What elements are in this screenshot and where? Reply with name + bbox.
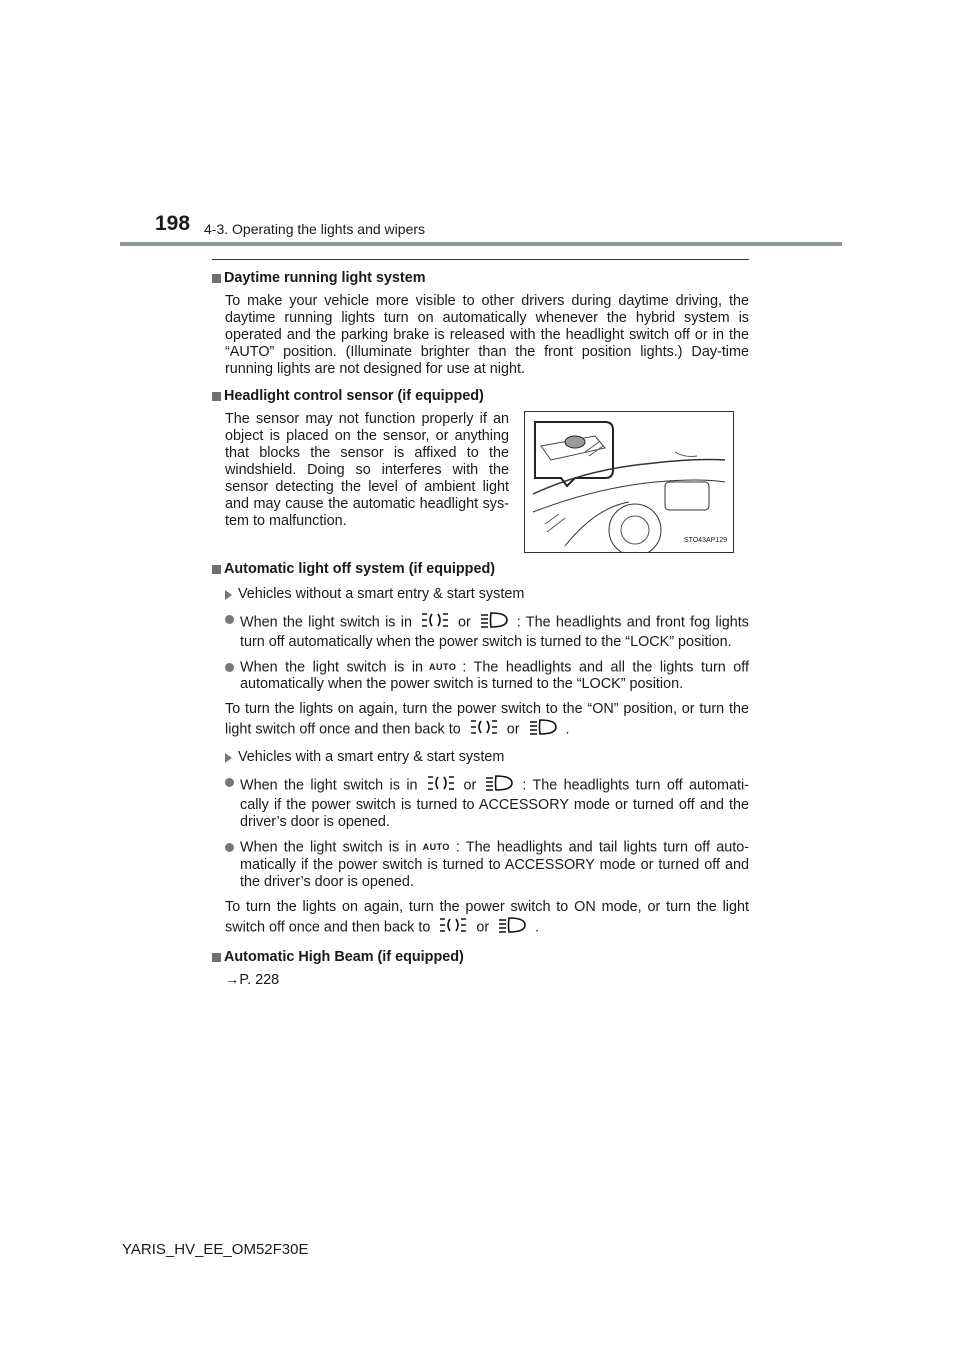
position-light-icon (420, 611, 450, 634)
restore-instructions: To turn the lights on again, turn the power switch to ON mode, or turn the light switch off once and then back to or . (225, 899, 749, 939)
list-item: When the light switch is in or : The headlights turn off automati-cally if the power switch is turned to ACCESSORY mode or turned off and the driver’s door is opened. (212, 774, 749, 831)
square-bullet-icon (212, 392, 221, 401)
auto-off-heading: Automatic light off system (if equipped) (212, 561, 749, 578)
auto-switch-icon: AUTO (429, 662, 457, 672)
drl-body: To make your vehicle more visible to other drivers during daytime driving, the daytime running lights turn on automatically whenever the hybrid system is operated and the parking brake is released with the headlight switch off or in the “AUTO” position. (Illuminate brighter than the front position lights.) Day-time running lights are not designed for use at night. (225, 293, 749, 377)
figure-code: STO43AP129 (683, 537, 727, 544)
high-beam-heading: Automatic High Beam (if equipped) (212, 949, 749, 966)
sensor-section (212, 411, 749, 561)
circle-bullet-icon (225, 663, 234, 672)
document-code: YARIS_HV_EE_OM52F30E (122, 1241, 309, 1258)
list-item: When the light switch is in or : The headlights and front fog lights turn off automatically when the power switch is turned to the “LOCK” position. (212, 611, 749, 651)
square-bullet-icon (212, 953, 221, 962)
circle-bullet-icon (225, 615, 234, 624)
headlight-icon (497, 916, 527, 939)
square-bullet-icon (212, 565, 221, 574)
position-light-icon (438, 916, 468, 939)
list-item: When the light switch is in AUTO : The headlights and tail lights turn off auto-matically if the power switch is turned to ACCESSORY mode or turned off and the driver’s door is opened. (212, 839, 749, 890)
dashboard-sensor-icon (525, 412, 733, 552)
circle-bullet-icon (225, 843, 234, 852)
list-item: When the light switch is in AUTO : The headlights and all the lights turn off automatically when the power switch is turned to the “LOCK” position. (212, 659, 749, 693)
restore-instructions: To turn the lights on again, turn the power switch to the “ON” position, or turn the light switch off once and then back to or . (225, 701, 749, 741)
circle-bullet-icon (225, 778, 234, 787)
header-divider (120, 242, 842, 246)
page-number: 198 (155, 212, 191, 235)
square-bullet-icon (212, 274, 221, 283)
position-light-icon (426, 774, 456, 797)
headlight-icon (528, 718, 558, 741)
triangle-bullet-icon (225, 753, 232, 763)
position-light-icon (469, 718, 499, 741)
content-divider (212, 259, 749, 260)
sensor-illustration (524, 411, 734, 553)
sensor-heading: Headlight control sensor (if equipped) (212, 388, 749, 405)
drl-heading: Daytime running light system (212, 270, 749, 287)
page-content (212, 270, 749, 989)
auto-switch-icon: AUTO (422, 842, 450, 853)
triangle-bullet-icon (225, 590, 232, 600)
headlight-icon (484, 774, 514, 797)
sensor-body: The sensor may not function properly if an object is placed on the sensor, or anything that blocks the sensor is affixed to the windshield. Doing so interferes with the sensor detecting the level of ambient light and may cause the automatic headlight sys-tem to malfunction. (225, 411, 509, 529)
smart-entry-label: Vehicles with a smart entry & start system (225, 749, 749, 766)
section-title: 4-3. Operating the lights and wipers (204, 221, 426, 237)
no-smart-entry-label: Vehicles without a smart entry & start system (225, 586, 749, 603)
headlight-icon (479, 611, 509, 634)
page-reference-link[interactable]: →P. 228 (225, 971, 280, 988)
